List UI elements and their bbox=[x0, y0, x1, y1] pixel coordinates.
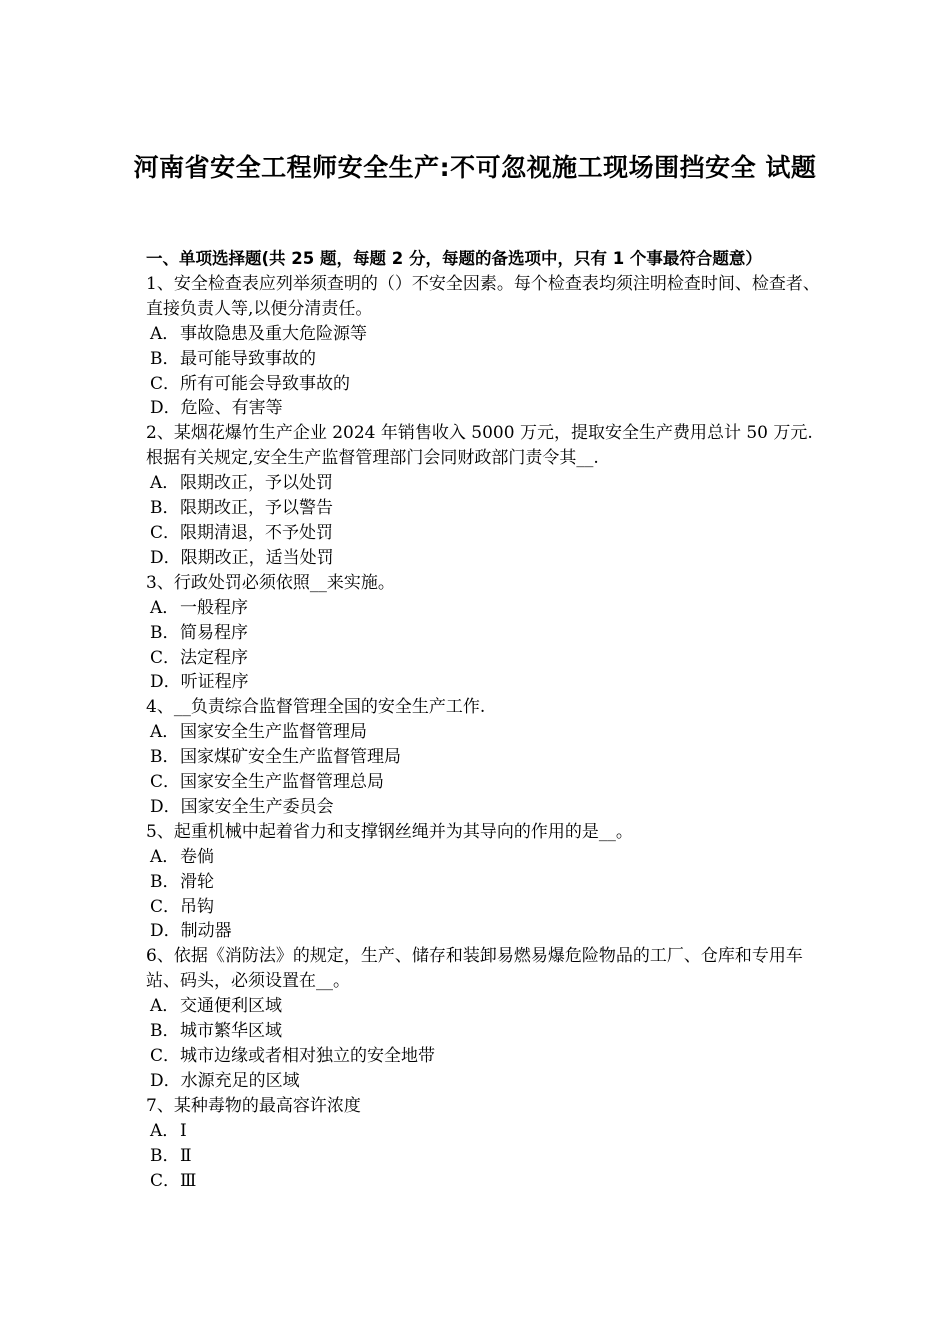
option-text: 最可能导致事故的 bbox=[180, 348, 316, 369]
option-letter: B． bbox=[150, 747, 180, 768]
question-6-option-d bbox=[146, 1069, 826, 1094]
option-text: 交通便利区域 bbox=[180, 996, 282, 1017]
option-letter: B． bbox=[150, 871, 180, 892]
option-letter: A． bbox=[150, 1120, 180, 1141]
option-text: 听证程序 bbox=[180, 672, 249, 693]
question-2-option-c bbox=[146, 521, 826, 546]
question-5: 5、起重机械中起着省力和支撑钢丝绳并为其导向的作用的是__。 bbox=[146, 821, 633, 842]
option-letter: D． bbox=[150, 547, 181, 568]
document-title: 河南省安全工程师安全生产:不可忽视施工现场围挡安全 试题 bbox=[133, 153, 817, 182]
option-letter: D． bbox=[150, 1070, 181, 1091]
option-text: 水源充足的区域 bbox=[180, 1070, 300, 1091]
option-text: 滑轮 bbox=[180, 871, 214, 892]
document-body bbox=[146, 247, 826, 1193]
option-text: 国家安全生产监督管理局 bbox=[180, 722, 367, 743]
option-letter: B． bbox=[150, 498, 180, 519]
option-letter: D． bbox=[150, 398, 181, 419]
question-5-option-c bbox=[146, 895, 826, 920]
question-1-option-a bbox=[146, 322, 826, 347]
option-text: Ⅱ bbox=[180, 1145, 192, 1166]
option-letter: C． bbox=[150, 772, 181, 793]
option-letter: A． bbox=[150, 846, 180, 867]
option-text: 所有可能会导致事故的 bbox=[180, 373, 351, 394]
option-text: 事故隐患及重大危险源等 bbox=[180, 323, 367, 344]
option-text: 吊钩 bbox=[180, 896, 215, 917]
option-text: 国家安全生产监督管理总局 bbox=[180, 772, 385, 793]
option-text: 限期清退，不予处罚 bbox=[180, 522, 334, 543]
option-text: 国家安全生产委员会 bbox=[180, 796, 334, 817]
question-1-option-c bbox=[146, 372, 826, 397]
option-text: 限期改正，适当处罚 bbox=[180, 547, 334, 568]
option-letter: B． bbox=[150, 1145, 180, 1166]
option-letter: D． bbox=[150, 921, 181, 942]
option-text: 简易程序 bbox=[180, 622, 248, 643]
option-letter: C． bbox=[150, 373, 181, 394]
question-3-option-d bbox=[146, 670, 826, 695]
question-6-option-a bbox=[146, 994, 826, 1019]
option-letter: A． bbox=[150, 597, 180, 618]
option-text: 限期改正，予以处罚 bbox=[180, 473, 333, 494]
question-2-option-d bbox=[146, 546, 826, 571]
option-letter: A． bbox=[150, 996, 180, 1017]
question-4-option-d bbox=[146, 795, 826, 820]
question-1-option-d bbox=[146, 396, 826, 421]
question-4-option-c bbox=[146, 770, 826, 795]
option-letter: C． bbox=[150, 896, 181, 917]
question-7-option-a bbox=[146, 1119, 826, 1144]
option-text: 制动器 bbox=[180, 921, 232, 942]
option-text: 城市边缘或者相对独立的安全地带 bbox=[180, 1046, 436, 1066]
question-3: 3、行政处罚必须依照__来实施。 bbox=[146, 572, 395, 593]
option-text: 法定程序 bbox=[180, 647, 249, 668]
option-text: 危险、有害等 bbox=[180, 398, 283, 419]
question-4: 4、__负责综合监督管理全国的安全生产工作. bbox=[146, 697, 486, 718]
question-7: 7、某种毒物的最高容许浓度 bbox=[146, 1095, 361, 1116]
question-5-option-d bbox=[146, 919, 826, 944]
question-5-option-b bbox=[146, 870, 826, 895]
section-heading: 一、单项选择题(共 25 题，每题 2 分，每题的备选项中，只有 1 个事最符合题意） bbox=[146, 249, 762, 268]
option-text: 一般程序 bbox=[180, 597, 248, 618]
question-3-option-b bbox=[146, 621, 826, 646]
question-5-option-a bbox=[146, 845, 826, 870]
question-6: 6、依据《消防法》的规定，生产、储存和装卸易燃易爆危险物品的工厂、仓库和专用车站、码头，必须设置在__。 bbox=[146, 946, 803, 992]
option-letter: D． bbox=[150, 672, 181, 693]
option-text: 国家煤矿安全生产监督管理局 bbox=[180, 747, 401, 768]
option-text: 城市繁华区域 bbox=[180, 1021, 282, 1042]
option-text: 限期改正，予以警告 bbox=[180, 498, 333, 519]
question-2: 2、某烟花爆竹生产企业 2024 年销售收入 5000 万元，提取安全生产费用总计 50 万元.根据有关规定,安全生产监督管理部门会同财政部门责令其__. bbox=[146, 423, 813, 469]
question-2-option-a bbox=[146, 471, 826, 496]
question-1: 1、安全检查表应列举须查明的（）不安全因素。每个检查表均须注明检查时间、检查者、直接负责人等,以便分清责任。 bbox=[146, 273, 820, 319]
option-letter: C． bbox=[150, 1170, 181, 1191]
question-6-option-b bbox=[146, 1019, 826, 1044]
question-7-option-b bbox=[146, 1144, 826, 1169]
option-letter: B． bbox=[150, 1021, 180, 1042]
option-letter: C． bbox=[150, 522, 181, 543]
option-letter: A． bbox=[150, 323, 180, 344]
option-text: Ⅰ bbox=[180, 1120, 187, 1141]
option-text: Ⅲ bbox=[180, 1170, 197, 1191]
question-3-option-c bbox=[146, 646, 826, 671]
question-4-option-b bbox=[146, 745, 826, 770]
question-1-option-b bbox=[146, 347, 826, 372]
option-letter: A． bbox=[150, 473, 180, 494]
option-letter: A． bbox=[150, 722, 180, 743]
option-letter: B． bbox=[150, 622, 180, 643]
option-letter: D． bbox=[150, 796, 181, 817]
question-3-option-a bbox=[146, 596, 826, 621]
option-letter: C． bbox=[150, 647, 181, 668]
question-6-option-c bbox=[146, 1044, 826, 1069]
question-2-option-b bbox=[146, 496, 826, 521]
question-4-option-a bbox=[146, 720, 826, 745]
option-letter: C． bbox=[150, 1046, 181, 1066]
option-letter: B． bbox=[150, 348, 180, 369]
question-7-option-c bbox=[146, 1169, 826, 1194]
option-text: 卷倘 bbox=[180, 846, 214, 867]
